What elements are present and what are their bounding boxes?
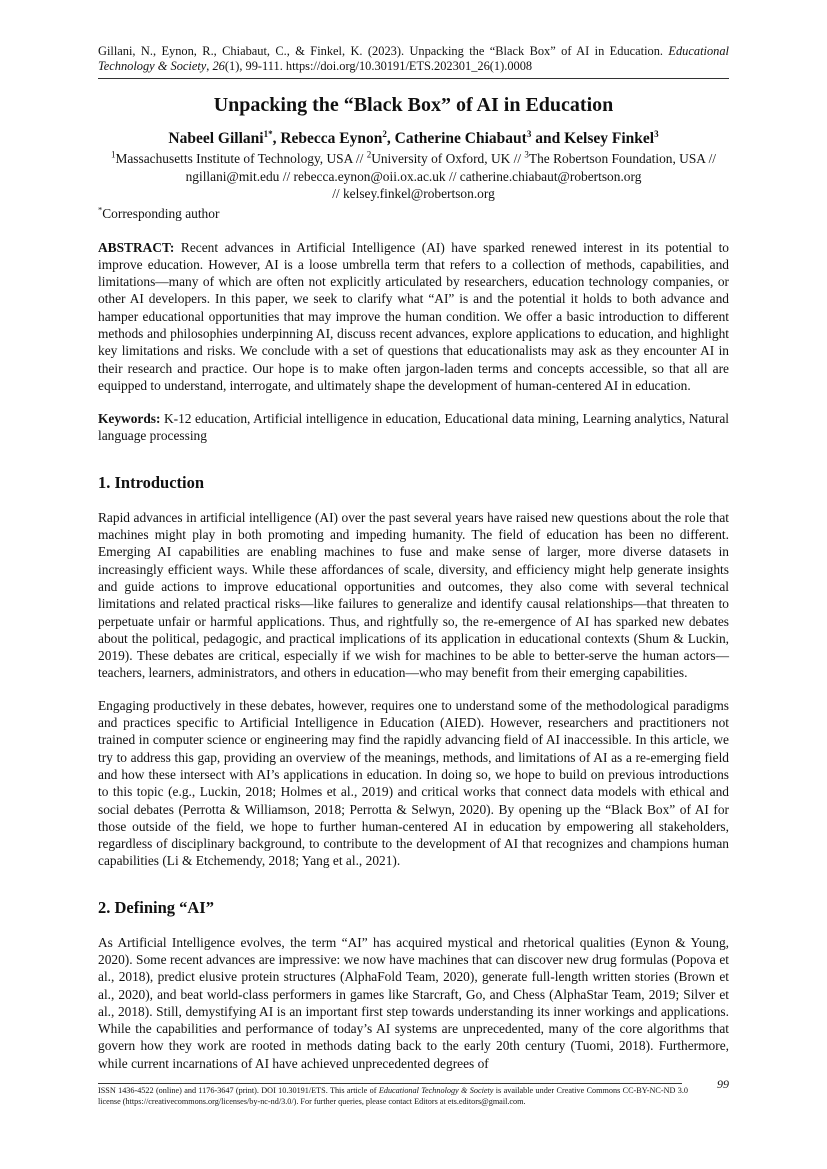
author-name: Nabeel Gillani xyxy=(168,130,264,147)
email-line[interactable]: // kelsey.finkel@robertson.org xyxy=(332,186,495,201)
abstract-label: ABSTRACT: xyxy=(98,239,175,255)
affiliations xyxy=(98,150,729,203)
author-sup: 1* xyxy=(263,128,273,139)
citation-rest[interactable]: (1), 99-111. https://doi.org/10.30191/ETS.202301_26(1).0008 xyxy=(224,59,533,73)
citation-header: Gillani, N., Eynon, R., Chiabaut, C., & Finkel, K. (2023). Unpacking the “Black Box” of AI in Education. Educational Technology & Society, 26(1), 99-111. https://doi.org/10.30191/ETS.202301_26(1).0008 xyxy=(98,44,729,73)
keywords xyxy=(98,410,729,445)
author-sup: 2 xyxy=(382,128,387,139)
corresponding-author-note xyxy=(98,205,729,222)
author-sup: 3 xyxy=(526,128,532,139)
footer-journal: Educational Technology & Society xyxy=(378,1086,494,1095)
affiliation-text: The Robertson Foundation, USA // xyxy=(528,151,717,166)
affiliation-line xyxy=(98,150,729,168)
citation-text: Gillani, N., Eynon, R., Chiabaut, C., & Finkel, K. (2023). Unpacking the “Black Box” of AI in Education. xyxy=(98,44,669,58)
section-heading-introduction: 1. Introduction xyxy=(98,472,205,492)
affiliation-sup: 1 xyxy=(110,149,116,160)
affiliation-sup: 3 xyxy=(524,149,529,160)
affiliation-sup: 2 xyxy=(366,149,372,160)
footer-license-text xyxy=(98,1086,688,1107)
citation-journal: Educational Technology & Society xyxy=(98,44,729,73)
corresponding-text: Corresponding author xyxy=(102,205,220,221)
paper-title: Unpacking the “Black Box” of AI in Education xyxy=(213,94,614,116)
page-footer xyxy=(98,1077,729,1107)
section-heading-defining-ai: 2. Defining “AI” xyxy=(98,897,214,917)
citation-volume: 26 xyxy=(212,59,225,73)
author-sup: 3 xyxy=(654,128,659,139)
author-name: Kelsey Finkel xyxy=(564,130,655,147)
author-list xyxy=(98,129,729,149)
intro-paragraph-2: Engaging productively in these debates, however, requires one to understand some of the methodological paradigms and practices specific to Artificial Intelligence in Education (AIED). However, researchers and practitioners not trained in computer science or engineering may find the rapidly advancing field of AI inaccessible. In this article, we try to address this gap, providing an overview of the meanings, methods, and limitations of AI as a re-emerging field and how these intersect with AI’s applications in education. In doing so, we hope to build on previous introductions to this topic (e.g., Luckin, 2018; Holmes et al., 2019) and critical works that connect data models with ethical and social debates (Perrotta & Williamson, 2018; Perrotta & Selwyn, 2020). By opening up the “Black Box” of AI for those outside of the field, we hope to further human-centered AI in education by empowering all stakeholders, regardless of disciplinary background, to contribute to the development of AI that recognizes and champions human capabilities (Li & Etchemendy, 2018; Yang et al., 2021). xyxy=(98,697,729,869)
abstract xyxy=(98,239,729,395)
footer-text-b: is available under Creative Commons CC-BY-NC-ND 3.0 license (https://creativecommons.org/licenses/by-nc-nd/3.0/). For further queries, please contact Editors at ets.editors@gmail.com. xyxy=(98,1086,688,1106)
author-sep: and xyxy=(531,130,565,147)
affiliation-text: Massachusetts Institute of Technology, USA // xyxy=(115,151,367,166)
footer-text-a: ISSN 1436-4522 (online) and 1176-3647 (print). DOI 10.30191/ETS. This article of xyxy=(98,1086,379,1095)
defining-ai-paragraph-1: As Artificial Intelligence evolves, the term “AI” has acquired mystical and rhetorical qualities (Eynon & Young, 2020). Some recent advances are impressive: we now have machines that can discover new drug formulas (Popova et al., 2018), predict elusive protein structures (AlphaFold Team, 2020), generate full-length written stories (Brown et al., 2020), and beat world-class performers in games like Starcraft, Go, and Chess (AlphaStar Team, 2019; Silver et al., 2018). Still, demystifying AI is an important first step towards understanding its inner workings and applications. While the capabilities and performance of today’s AI systems are unprecedented, many of the core algorithms that govern how they work are rooted in methods dating back to the early 20th century (Tuomi, 2018). Furthermore, while current incarnations of AI have achieved unprecedented degrees of xyxy=(98,934,729,1071)
abstract-text: Recent advances in Artificial Intelligence (AI) have sparked renewed interest in its potential to improve education. However, AI is a loose umbrella term that refers to a collection of methods, capabilities, and limitations—many of which are often not explicitly articulated by researchers, education technology companies, or other AI developers. In this paper, we seek to clarify what “AI” is and the potential it holds to both advance and hamper educational opportunities that may improve the human condition. We offer a basic introduction to different methods and philosophies underpinning AI, discuss recent advances, explore applications to education, and highlight key limitations and risks. We conclude with a set of questions that educationalists may ask as they encounter AI in their research and practice. Our hope is to make often jargon-laden terms and concepts accessible, so that all are equipped to understand, interrogate, and ultimately shape the development of human-centered AI in education. xyxy=(98,239,729,393)
affiliation-text: University of Oxford, UK // xyxy=(371,151,525,166)
corresponding-sup: * xyxy=(98,204,103,215)
header-rule xyxy=(98,78,729,79)
author-sep: , xyxy=(272,130,281,147)
keywords-label: Keywords: xyxy=(98,411,161,427)
author-name: Rebecca Eynon xyxy=(280,130,383,147)
intro-paragraph-1: Rapid advances in artificial intelligence (AI) over the past several years have raised new questions about the role that machines might play in both promoting and impeding humanity. The field of education has been no different. Emerging AI capabilities are enabling machines to fuse and make sense of larger, more diverse datasets in increasingly efficient ways. While these affordances of scale, diversity, and efficiency might help generate insights and guide actions to improve educational opportunities and outcomes, they also come with several technical limitations and related practical risks—like failures to generalize and identify causal relationships—that threaten to perpetuate unfair or harmful applications. Thus, and rightfully so, the re-emergence of AI has sparked new debates about the political, pedagogic, and practical implications of its application in educational contexts (Shum & Luckin, 2019). These debates are critical, especially if we wish for machines to be able to better-serve the human actors—teachers, learners, administrators, and others in education—who may benefit from their emerging capabilities. xyxy=(98,509,729,681)
author-name: Catherine Chiabaut xyxy=(394,130,527,147)
keywords-text: K-12 education, Artificial intelligence in education, Educational data mining, Learning analytics, Natural language processing xyxy=(98,411,729,444)
paper-page xyxy=(98,44,729,1072)
footer-rule xyxy=(98,1083,682,1084)
email-line[interactable]: ngillani@mit.edu // rebecca.eynon@oii.ox.ac.uk // catherine.chiabaut@robertson.org xyxy=(185,168,642,184)
page-number: 99 xyxy=(717,1077,729,1091)
author-sep: , xyxy=(386,130,395,147)
